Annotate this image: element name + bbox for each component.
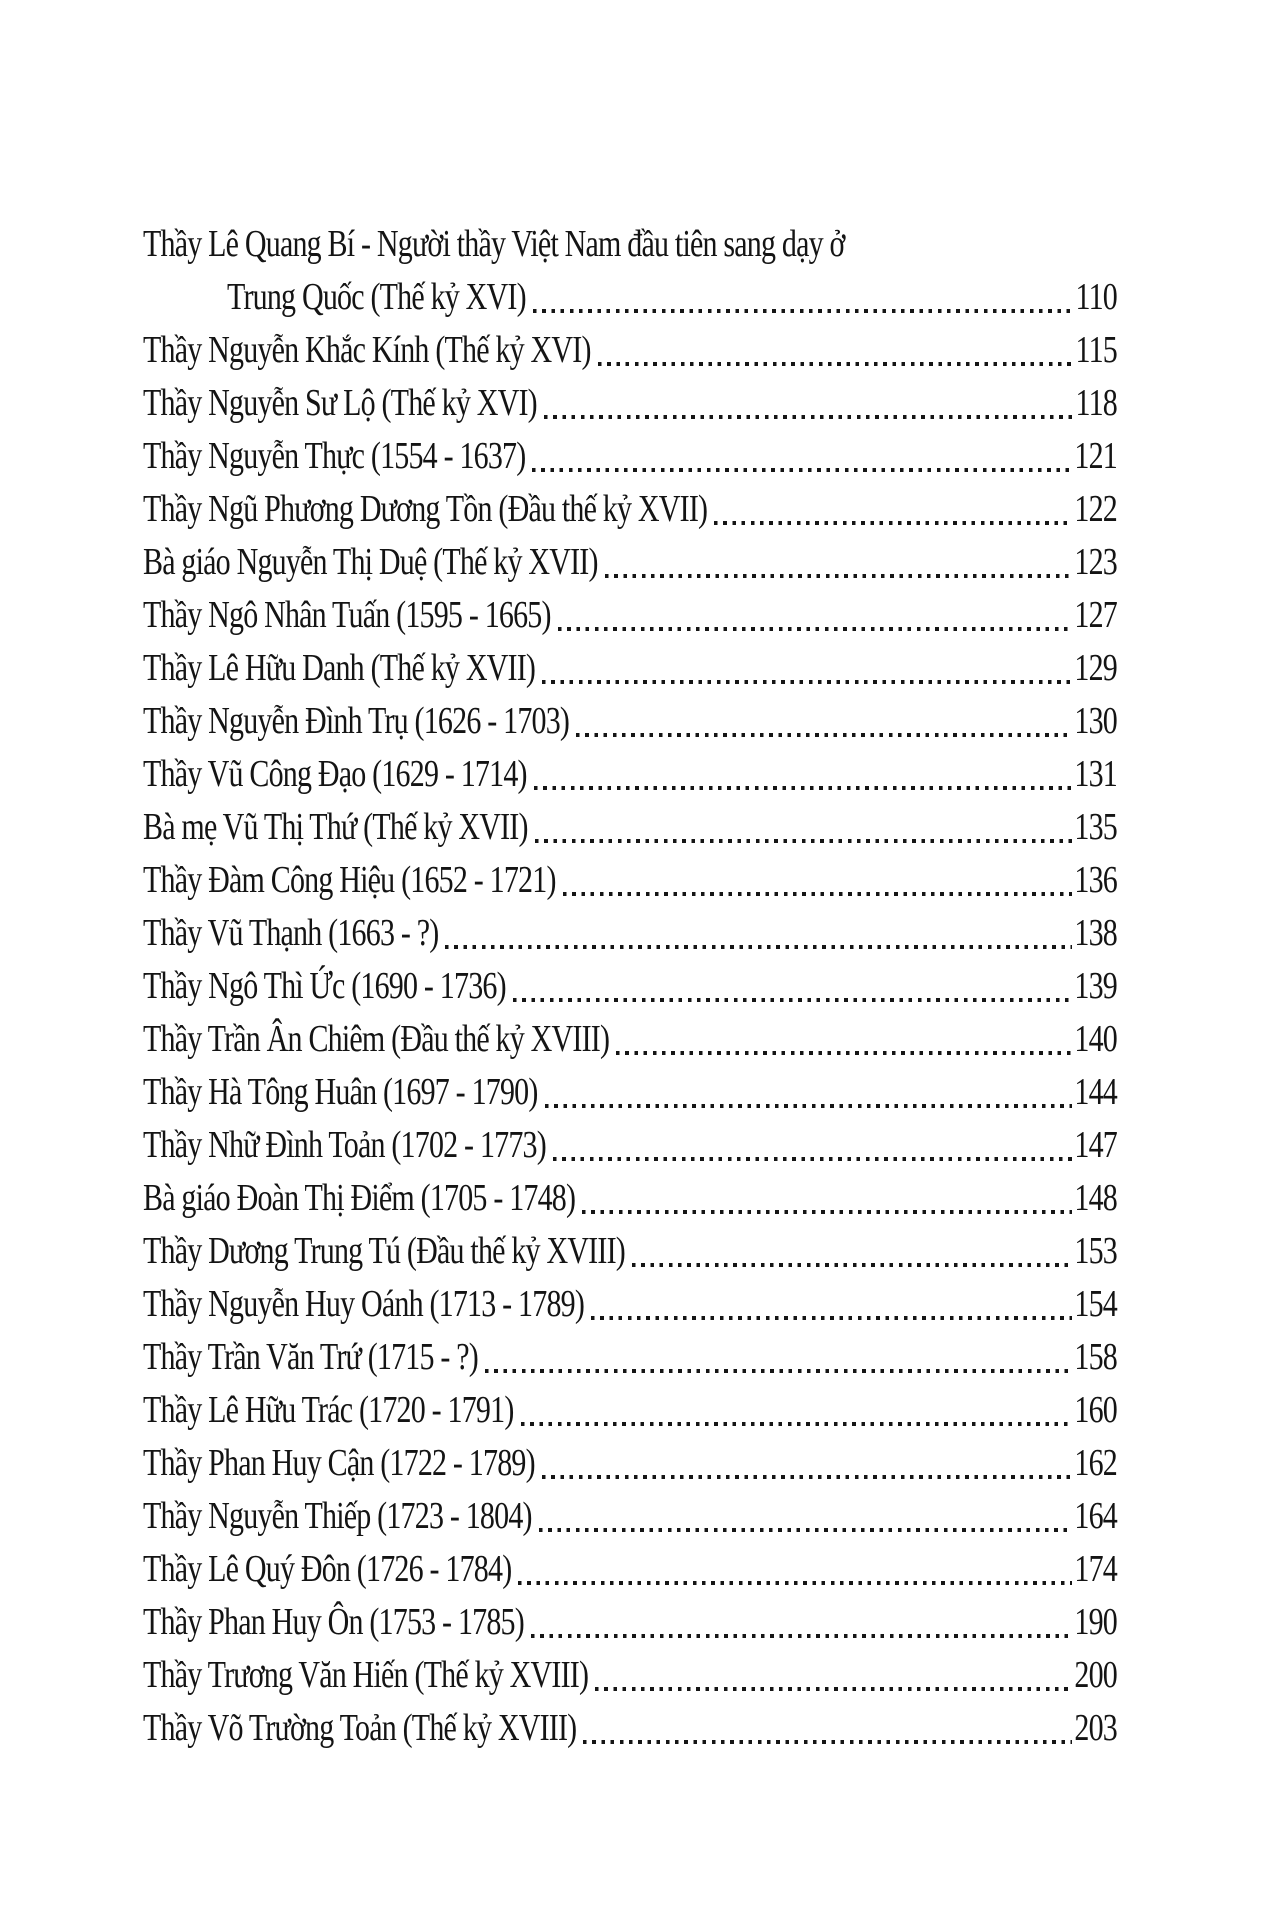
toc-entry-title: Bà giáo Đoàn Thị Điểm (1705 - 1748): [143, 1176, 576, 1219]
toc-entry-page: 123: [1074, 540, 1117, 583]
dot-leader: [545, 1104, 1073, 1109]
toc-entry-page: 200: [1074, 1653, 1117, 1696]
dot-leader: [598, 362, 1074, 367]
toc-entry-title: Thầy Nguyễn Thiếp (1723 - 1804): [143, 1494, 532, 1537]
toc-entry-title: Thầy Nguyễn Khắc Kính (Thế kỷ XVI): [143, 328, 591, 371]
toc-entry-title: Thầy Ngô Nhân Tuấn (1595 - 1665): [143, 593, 551, 636]
toc-entry-page: 130: [1074, 699, 1117, 742]
toc-entry-page: 127: [1074, 593, 1117, 636]
dot-leader: [616, 1051, 1072, 1056]
dot-leader: [605, 574, 1073, 579]
toc-entry-page: 118: [1075, 381, 1117, 424]
dot-leader: [534, 786, 1073, 791]
dot-leader: [445, 945, 1072, 950]
dot-leader: [535, 839, 1073, 844]
toc-entry-page: 162: [1074, 1441, 1117, 1484]
toc-entry-title: Thầy Võ Trường Toản (Thế kỷ XVIII): [143, 1706, 577, 1749]
toc-entry-title: Thầy Phan Huy Cận (1722 - 1789): [143, 1441, 535, 1484]
toc-entry-page: 158: [1074, 1335, 1117, 1378]
toc-entry-title: Thầy Lê Hữu Danh (Thế kỷ XVII): [143, 646, 536, 689]
dot-leader: [533, 309, 1074, 314]
toc-entry-page: 190: [1074, 1600, 1117, 1643]
toc-entry-page: 164: [1074, 1494, 1117, 1537]
dot-leader: [576, 733, 1072, 738]
dot-leader: [532, 468, 1072, 473]
toc-entry-title: Bà giáo Nguyễn Thị Duệ (Thế kỷ XVII): [143, 540, 598, 583]
dot-leader: [582, 1210, 1072, 1215]
toc-entry-title: Thầy Lê Quý Đôn (1726 - 1784): [143, 1547, 512, 1590]
toc-entry-title: Thầy Nguyễn Đình Trụ (1626 - 1703): [143, 699, 570, 742]
toc-entry-page: 121: [1074, 434, 1117, 477]
toc-entry-page: 129: [1074, 646, 1117, 689]
toc-entry-title: Thầy Vũ Thạnh (1663 - ?): [143, 911, 439, 954]
dot-leader: [518, 1581, 1072, 1586]
toc-entry-title: Thầy Nguyễn Sư Lộ (Thế kỷ XVI): [143, 381, 537, 424]
toc-entry-title: Thầy Đàm Công Hiệu (1652 - 1721): [143, 858, 556, 901]
toc-entry-title: Thầy Lê Quang Bí - Người thầy Việt Nam đầu tiên sang dạy ở: [143, 222, 845, 265]
toc-entry-title: Trung Quốc (Thế kỷ XVI): [227, 275, 526, 318]
dot-leader: [531, 1634, 1072, 1639]
toc-entry-title: Thầy Nguyễn Huy Oánh (1713 - 1789): [143, 1282, 585, 1325]
dot-leader: [632, 1263, 1072, 1268]
toc-entry-title: Thầy Lê Hữu Trác (1720 - 1791): [143, 1388, 514, 1431]
toc-entry-page: 138: [1074, 911, 1117, 954]
toc-entry-page: 140: [1074, 1017, 1117, 1060]
toc-entry-page: 160: [1074, 1388, 1117, 1431]
dot-leader: [485, 1369, 1072, 1374]
table-of-contents: [143, 220, 1117, 1757]
dot-leader: [558, 627, 1073, 632]
dot-leader: [542, 680, 1072, 685]
toc-entry-page: 147: [1074, 1123, 1117, 1166]
toc-entry-page: 139: [1074, 964, 1117, 1007]
toc-entry-title: Bà mẹ Vũ Thị Thứ (Thế kỷ XVII): [143, 805, 528, 848]
toc-entry-page: 154: [1074, 1282, 1117, 1325]
toc-entry-title: Thầy Trương Văn Hiến (Thế kỷ XVIII): [143, 1653, 589, 1696]
dot-leader: [591, 1316, 1072, 1321]
dot-leader: [513, 998, 1073, 1003]
dot-leader: [583, 1740, 1072, 1745]
toc-entry-title: Thầy Nhữ Đình Toản (1702 - 1773): [143, 1123, 546, 1166]
toc-entry-page: 110: [1075, 275, 1117, 318]
dot-leader: [563, 892, 1073, 897]
dot-leader: [714, 521, 1072, 526]
dot-leader: [521, 1422, 1073, 1427]
dot-leader: [553, 1157, 1072, 1162]
toc-entry-title: Thầy Nguyễn Thực (1554 - 1637): [143, 434, 526, 477]
toc-entry-page: 144: [1074, 1070, 1117, 1113]
toc-entry-page: 136: [1074, 858, 1117, 901]
toc-entry-title: Thầy Ngũ Phương Dương Tồn (Đầu thế kỷ XVII): [143, 487, 708, 530]
toc-entry-page: 135: [1074, 805, 1117, 848]
toc-entry-page: 131: [1074, 752, 1117, 795]
toc-entry-page: 148: [1074, 1176, 1117, 1219]
toc-entry-page: 174: [1074, 1547, 1117, 1590]
toc-entry-title: Thầy Trần Ân Chiêm (Đầu thế kỷ XVIII): [143, 1017, 610, 1060]
toc-entry-title: Thầy Vũ Công Đạo (1629 - 1714): [143, 752, 527, 795]
toc-entry-title: Thầy Hà Tông Huân (1697 - 1790): [143, 1070, 538, 1113]
toc-entry-title: Thầy Ngô Thì Ức (1690 - 1736): [143, 964, 506, 1007]
toc-entry-title: Thầy Trần Văn Trứ (1715 - ?): [143, 1335, 478, 1378]
dot-leader: [542, 1475, 1073, 1480]
toc-entry-title: Thầy Dương Trung Tú (Đầu thế kỷ XVIII): [143, 1229, 625, 1272]
toc-entry-page: 203: [1074, 1706, 1117, 1749]
dot-leader: [595, 1687, 1072, 1692]
toc-entry-page: 115: [1075, 328, 1117, 371]
toc-entry-title: Thầy Phan Huy Ôn (1753 - 1785): [143, 1600, 524, 1643]
toc-entry: [143, 1704, 1117, 1757]
dot-leader: [544, 415, 1074, 420]
dot-leader: [539, 1528, 1073, 1533]
toc-entry-page: 153: [1074, 1229, 1117, 1272]
toc-entry-page: 122: [1074, 487, 1117, 530]
